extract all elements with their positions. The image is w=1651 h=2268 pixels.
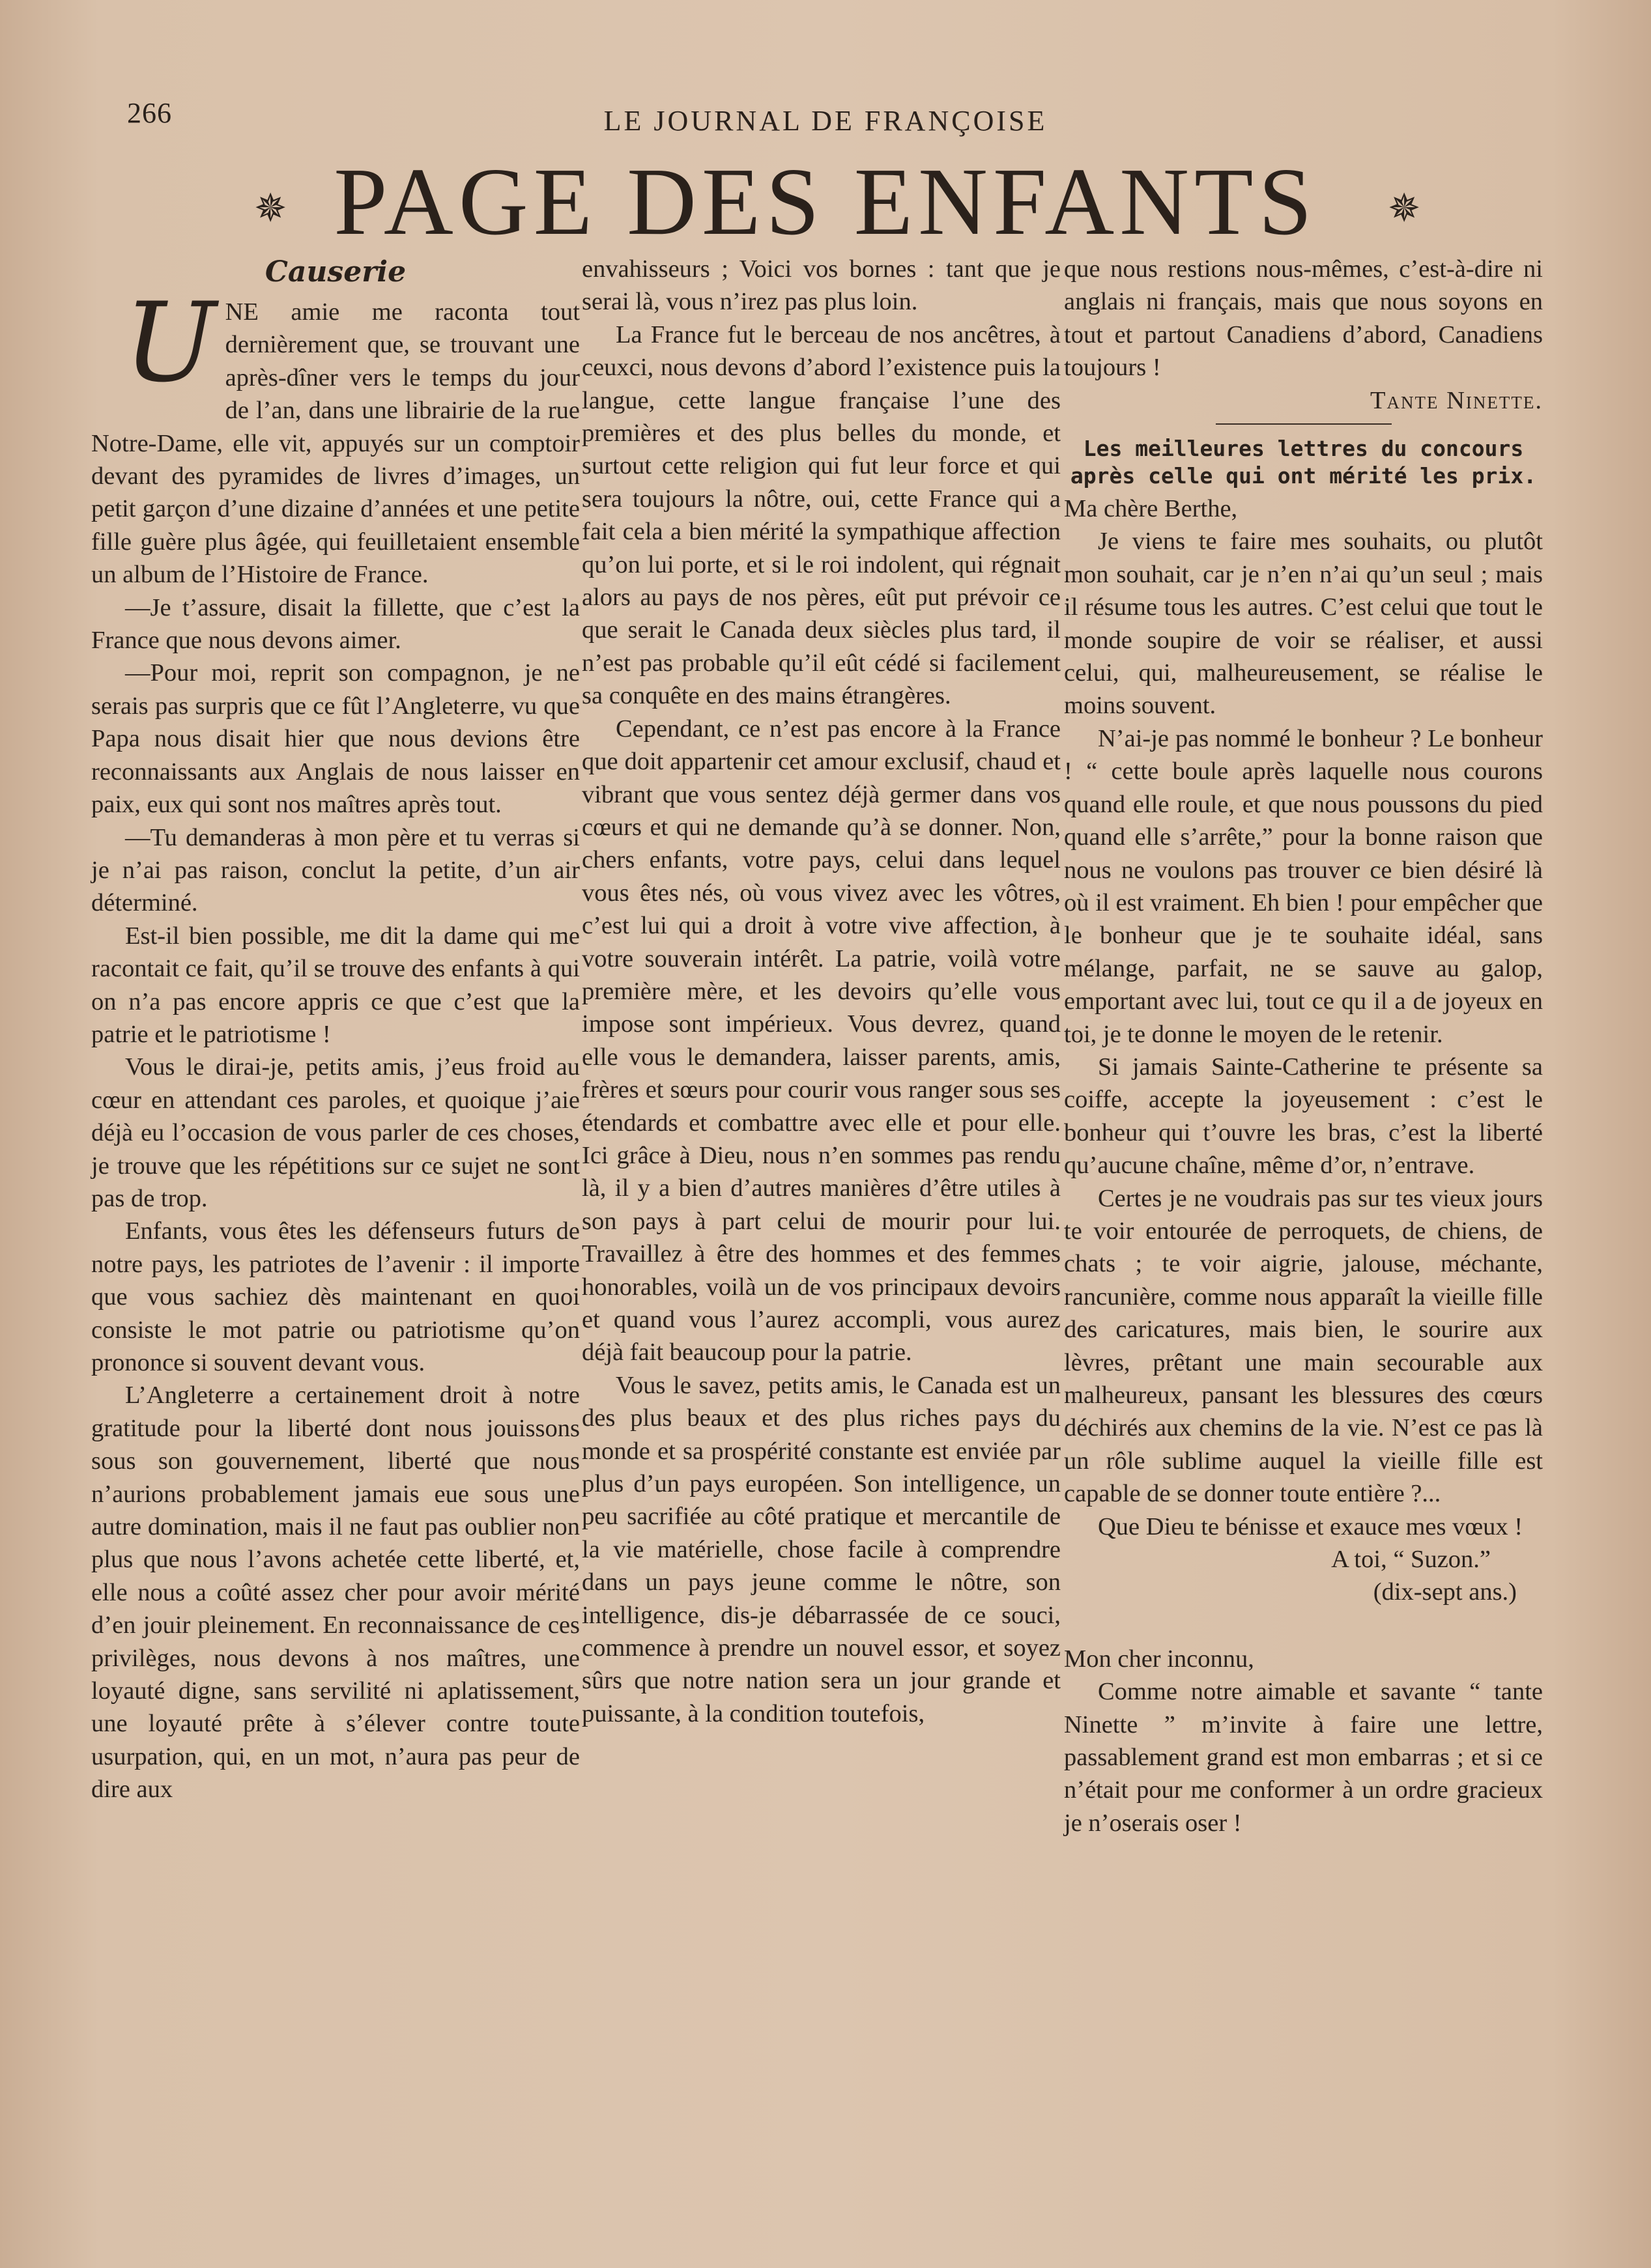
letter-greeting: Mon cher inconnu,: [1064, 1645, 1254, 1673]
paragraph: NE amie me raconta tout dernièrement que, se trouvant une après-dîner vers le temps du jour de l’an, dans une librairie de la rue Notre-Dame, elle vit, appuyés sur un comptoir devant des pyramides de livres d’images, un petit garçon d’une dizaine d’années et une petite fille guère plus âgée, qui feuilletaient ensemble un album de l’Histoire de France.: [91, 298, 580, 589]
divider: [1216, 423, 1392, 425]
paragraph: Je viens te faire mes souhaits, ou plutôt mon souhait, car je n’en n’ai qu’un seul ; mais il résume tous les autres. C’est celui que tout le monde soupire de voir se réaliser, et aussi celui, qui, malheureusement, se réalise le moins souvent.: [1064, 528, 1543, 720]
running-head: LE JOURNAL DE FRANÇOISE: [603, 105, 1048, 137]
column-1: [91, 253, 580, 1806]
paragraph: N’ai-je pas nommé le bonheur ? Le bonheur ! “ cette boule après laquelle nous courons quand elle roule, et que nous poussons du pied quand elle s’arrête,” pour la bonne raison que nous ne voulons pas trouver ce bien désiré là où il est vraiment. Eh bien ! pour empêcher que le bonheur que je te souhaite idéal, sans mélange, parfait, ne se sauve au galop, emportant avec lui, tout ce qu il a de joyeux en toi, je te donne le moyen de le retenir.: [1064, 724, 1543, 1048]
paragraph: envahisseurs ; Voici vos bornes : tant que je serai là, vous n’irez pas plus loin.: [582, 255, 1061, 316]
subheading-meilleures-lettres: Les meilleures lettres du concours après celle qui ont mérité les prix.: [1070, 436, 1537, 489]
drop-cap: U: [124, 279, 216, 406]
paragraph: que nous restions nous-mêmes, c’est-à-dire ni anglais ni français, mais que nous soyons en tout et partout Canadiens d’abord, Canadiens toujours !: [1064, 255, 1543, 382]
paragraph: Vous le savez, petits amis, le Canada est un des plus beaux et des plus riches pays du monde et sa prospérité constante est enviée par plus d’un pays européen. Son intelligence, un peu sacrifiée au côté pratique et mercantile de la vie matérielle, chose facile à comprendre dans un pays jeune comme le nôtre, son intelligence, dis-je débarrassée de ce souci, commence à prendre un nouvel essor, et soyez sûrs que notre nation sera un jour grande et puissante, à la condition toutefois,: [582, 1371, 1061, 1727]
letter-signature: A toi, “ Suzon.”: [1331, 1546, 1491, 1574]
letter-signature-age: (dix-sept ans.): [1373, 1578, 1517, 1606]
spacer: [1064, 1609, 1543, 1643]
paragraph: Est-il bien possible, me dit la dame qui me racontait ce fait, qu’il se trouve des enfants à qui on n’a pas encore appris ce que c’est que la patrie et le patriotisme !: [91, 922, 580, 1048]
paragraph: Si jamais Sainte-Catherine te présente sa coiffe, accepte la joyeusement : c’est le bonheur qui t’ouvre les bras, c’est la liberté qu’aucune chaîne, même d’or, n’entrave.: [1064, 1053, 1543, 1180]
paragraph: Que Dieu te bénisse et exauce mes vœux !: [1098, 1512, 1523, 1540]
page-title: PAGE DES ENFANTS: [334, 149, 1317, 255]
paragraph: Cependant, ce n’est pas encore à la France que doit appartenir cet amour exclusif, chaud et vibrant que vous sentez déjà germer dans vos cœurs et qui ne demande qu’à se donner. Non, chers enfants, votre pays, celui dans lequel vous êtes nés, où vous vivez avec les vôtres, c’est lui qui a droit à votre vive affection, à votre souverain intérêt. La patrie, voilà votre première mère, et les devoirs qu’elle vous impose sont impérieux. Vous devrez, quand elle vous le demandera, laisser parents, amis, frères et sœurs pour courir vous ranger sous ses étendards et combattre avec elle et pour elle. Ici grâce à Dieu, nous n’en sommes pas rendu là, il y a bien d’autres manières d’être utiles à son pays à part celui de mourir pour lui. Travaillez à être des hommes et des femmes honorables, voilà un de vos principaux devoirs et quand vous l’aurez accompli, vous aurez déjà fait beaucoup pour la patrie.: [582, 715, 1061, 1367]
signature-tante-ninette: Tante Ninette.: [1370, 386, 1543, 414]
paragraph: Certes je ne voudrais pas sur tes vieux jours te voir entourée de perroquets, de chiens, de chats ; te voir aigrie, jalouse, méchante, rancunière, comme nous apparaît la vieille fille des caricatures, mais bien, le sourire aux lèvres, prêtant une main secourable aux malheureux, pansant les blessures des cœurs déchirés aux chemins de la vie. N’est ce pas là un rôle sublime auquel la vieille fille est capable de se donner toute entière ?...: [1064, 1184, 1543, 1508]
paragraph: Comme notre aimable et savante “ tante Ninette ” m’invite à faire une lettre, passablement grand est mon embarras ; et si ce n’était pour me conformer à un ordre gracieux je n’oserais oser !: [1064, 1678, 1543, 1837]
paragraph: La France fut le berceau de nos ancêtres, à ceuxci, nous devons d’abord l’existence puis la langue, cette langue française l’une des premières et des plus belles du monde, et surtout cette religion qui fut leur force et qui sera toujours la nôtre, oui, cette France qui a fait cela a bien mérité la sympathique affection qu’on lui porte, et si le roi indolent, qui régnait alors au pays de nos pères, eût put prévoir ce que serait le Canada deux siècles plus tard, il n’est pas probable qu’il eût cédé si facilement sa conquête en des mains étrangères.: [582, 320, 1061, 710]
paragraph: Vous le dirai-je, petits amis, j’eus froid au cœur en attendant ces paroles, et quoique j’aie déjà eu l’occasion de vous parler de ces choses, je trouve que les répétitions sur ce sujet ne sont pas de trop.: [91, 1053, 580, 1212]
page-number: 266: [127, 97, 172, 129]
column-2: [582, 253, 1061, 1730]
paragraph: —Pour moi, reprit son compagnon, je ne serais pas surpris que ce fût l’Angleterre, vu que Papa nous disait hier que nous devions être reconnaissants aux Anglais de nous laisser en paix, eux qui sont nos maîtres après tout.: [91, 659, 580, 819]
asterism-ornament-icon: ✵: [254, 187, 287, 230]
section-heading-causerie: Causerie: [265, 255, 407, 289]
paragraph: L’Angleterre a certainement droit à notre gratitude pour la liberté dont nous jouissons sous son gouvernement, liberté que nous n’aurions probablement jamais eue sous une autre domination, mais il ne faut pas oublier non plus que nous l’avons achetée cette liberté, et, elle nous a coûté assez cher pour avoir mérité d’en jouir pleinement. En reconnaissance de ces privilèges, nous devons à nos maîtres, une loyauté digne, sans servilité ni aplatissement, une loyauté prête à s’élever contre toute usurpation, qui, en un mot, n’aura pas peur de dire aux: [91, 1382, 580, 1804]
column-3: [1064, 253, 1543, 1839]
paragraph: —Je t’assure, disait la fillette, que c’est la France que nous devons aimer.: [91, 593, 580, 655]
asterism-ornament-icon: ✵: [1388, 187, 1421, 230]
paragraph: Enfants, vous êtes les défenseurs futurs de notre pays, les patriotes de l’avenir : il importe que vous sachiez dès maintenant en quoi consiste le mot patrie ou patriotisme qu’on prononce si souvent devant vous.: [91, 1217, 580, 1376]
letter-greeting: Ma chère Berthe,: [1064, 495, 1238, 523]
paragraph: —Tu demanderas à mon père et tu verras si je n’ai pas raison, conclut la petite, d’un air déterminé.: [91, 823, 580, 917]
